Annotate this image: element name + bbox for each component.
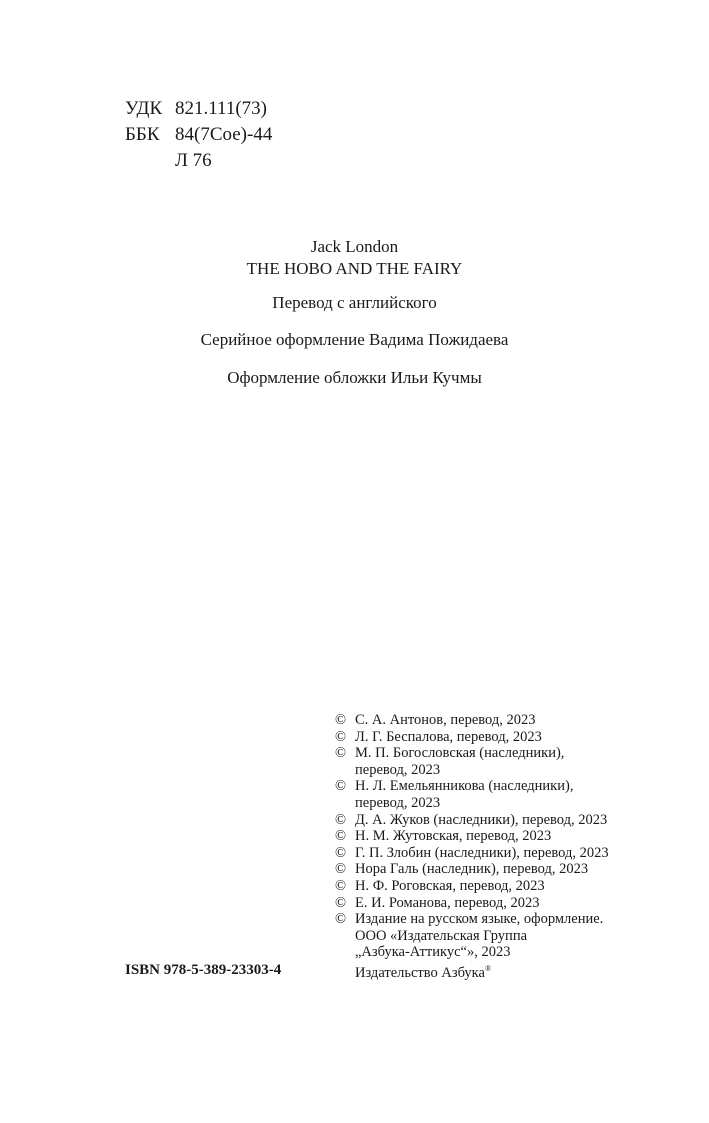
copyright-text — [355, 828, 665, 845]
classification-block — [125, 96, 272, 174]
series-design-credit: Серийное оформление Вадима Пожидаева — [200, 330, 509, 349]
bbk-value: 84(7Сое)-44 — [175, 124, 273, 145]
copyright-item — [335, 712, 665, 729]
copyright-item — [335, 878, 665, 895]
copyright-item — [335, 861, 665, 878]
copyright-item — [335, 812, 665, 829]
copyright-text — [355, 712, 665, 729]
isbn: ISBN 978-5-389-23303-4 — [125, 962, 282, 978]
copyright-symbol: © — [335, 828, 347, 845]
copyright-symbol: © — [335, 844, 347, 861]
copyright-text — [355, 812, 665, 829]
copyright-symbol: © — [335, 894, 347, 911]
cover-design-credit: Оформление обложки Ильи Кучмы — [227, 368, 482, 387]
copyright-line: Нора Галь (наследник), перевод, 2023 — [355, 861, 589, 878]
copyright-text — [355, 745, 665, 778]
publisher-brand — [355, 961, 665, 981]
udk-row — [125, 96, 272, 122]
copyright-text — [355, 878, 665, 895]
copyright-symbol: © — [335, 877, 347, 894]
copyright-line: Е. И. Романова, перевод, 2023 — [355, 894, 540, 911]
copyright-line: Н. М. Жутовская, перевод, 2023 — [355, 828, 552, 845]
copyright-item — [335, 778, 665, 811]
udk-label: УДК — [125, 98, 163, 119]
copyright-item — [335, 745, 665, 778]
copyright-symbol: © — [335, 911, 347, 928]
copyright-item — [335, 845, 665, 862]
udk-value: 821.111(73) — [175, 98, 267, 119]
copyright-symbol: © — [335, 811, 347, 828]
copyright-line: С. А. Антонов, перевод, 2023 — [355, 712, 536, 728]
copyright-line: ООО «Издательская Группа — [355, 927, 528, 944]
copyright-text — [355, 778, 665, 811]
copyright-text — [355, 861, 665, 878]
copyright-text — [355, 895, 665, 912]
copyright-symbol: © — [335, 728, 347, 745]
copyright-line: Д. А. Жуков (наследники), перевод, 2023 — [355, 811, 608, 828]
copyright-symbol: © — [335, 778, 347, 795]
copyright-symbol: © — [335, 712, 347, 728]
copyright-text — [355, 911, 665, 981]
copyright-item — [335, 895, 665, 912]
copyright-line: Н. Ф. Роговская, перевод, 2023 — [355, 877, 545, 894]
copyright-line: перевод, 2023 — [355, 761, 441, 778]
original-title: THE HOBO AND THE FAIRY — [246, 259, 463, 278]
copyright-line: М. П. Богословская (наследники), — [355, 745, 565, 762]
translation-note: Перевод с английского — [272, 293, 437, 312]
copyright-line: перевод, 2023 — [355, 794, 441, 811]
copyright-symbol: © — [335, 861, 347, 878]
copyright-line: „Азбука-Аттикус“», 2023 — [355, 944, 511, 961]
copyright-symbol: © — [335, 745, 347, 762]
copyright-line: Г. П. Злобин (наследники), перевод, 2023 — [355, 844, 609, 861]
copyright-item — [335, 828, 665, 845]
copyright-line: Л. Г. Беспалова, перевод, 2023 — [355, 728, 542, 745]
bbk-row — [125, 122, 272, 148]
registered-mark: ® — [484, 963, 492, 973]
author-name: Jack London — [310, 237, 399, 256]
copyright-text — [355, 729, 665, 746]
author-mark: Л 76 — [175, 150, 212, 171]
publisher-brand-text: Издательство Азбука — [355, 964, 485, 981]
copyright-notices — [335, 712, 665, 981]
copyright-item — [335, 729, 665, 746]
bbk-label: ББК — [125, 124, 160, 145]
copyright-line: Издание на русском языке, оформление. — [355, 911, 604, 928]
copyright-item — [335, 911, 665, 981]
copyright-line: Н. Л. Емельянникова (наследники), — [355, 778, 574, 795]
copyright-text — [355, 845, 665, 862]
